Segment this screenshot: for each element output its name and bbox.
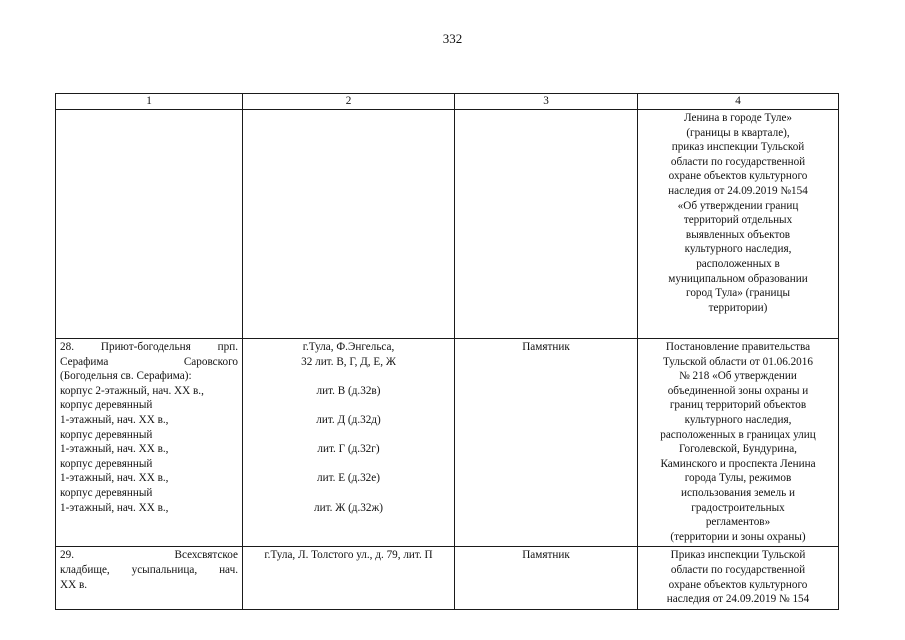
text-line: охране объектов культурного [668,578,808,591]
cell-address [243,110,455,339]
text-line: градостроительных [691,501,785,514]
text-word: 28. [60,341,74,353]
cell-object-name [56,547,243,609]
text-line: территорий отдельных [683,214,793,227]
text-line: культурного наследия, [684,243,792,256]
text-line: (территории и зоны охраны) [670,530,806,543]
text-line: лит. Д (д.32д) [316,413,381,426]
text-line: № 218 «Об утверждении [679,370,797,383]
text-line [247,369,450,384]
document-text [642,548,834,606]
cell-document [638,547,839,609]
text-line: города Тулы, режимов [684,472,792,485]
table-row-continuation [56,110,839,339]
text-line: лит. Е (д.32е) [317,472,380,485]
text-line: корпус деревянный [60,457,153,470]
cell-object-name [56,339,243,547]
table-row-29 [56,547,839,609]
text-line: области по государственной [670,155,806,168]
table-row-28 [56,339,839,547]
text-line: г.Тула, Ф.Энгельса, [302,341,395,353]
text-line: 1-этажный, нач. XX в., [60,501,169,514]
text-line: выявленных объектов [685,228,791,241]
text-line: границ территорий объектов [669,399,807,412]
text-word: Приют-богодельня [100,341,191,353]
text-line: лит. Г (д.32г) [317,443,380,456]
text-line [247,457,450,472]
text-line [247,486,450,501]
text-line: (Богодельня св. Серафима): [60,370,192,383]
object-name-line [60,548,238,563]
cell-category: Памятник [455,547,638,609]
object-name-line [60,340,238,355]
text-word: Саровского [183,355,238,368]
object-name-line [60,355,238,370]
cell-category: Памятник [455,339,638,547]
column-header-1: 1 [56,94,243,110]
text-line: расположенных в [696,257,780,270]
text-word: усыпальница, [131,563,198,576]
column-header-2: 2 [243,94,455,110]
text-line: город Тула» (границы [686,287,790,300]
text-line: Приказ инспекции Тульской [670,549,806,562]
object-name-line [60,563,238,578]
text-line: Постановление правительства [665,341,811,353]
text-word: прп. [217,341,238,353]
text-line: 1-этажный, нач. XX в., [60,472,169,485]
text-line: корпус деревянный [60,486,153,499]
text-word: кладбище, [60,563,110,576]
text-line: 1-этажный, нач. XX в., [60,443,169,456]
column-header-4: 4 [638,94,839,110]
cell-address: г.Тула, Л. Толстого ул., д. 79, лит. П [243,547,455,609]
table-header-row [56,94,839,110]
text-line: корпус 2-этажный, нач. XX в., [60,384,204,397]
text-line: расположенных в границах улиц [660,428,816,441]
cell-document [638,339,839,547]
text-line: приказ инспекции Тульской [671,141,805,154]
text-word: нач. [219,563,238,576]
text-line: объединенной зоны охраны и [667,384,809,397]
text-line: корпус деревянный [60,399,153,412]
text-line: использования земель и [681,486,795,499]
text-line: лит. В (д.32в) [316,384,381,397]
text-word: Всехсвятское [174,549,238,562]
text-line: корпус деревянный [60,428,153,441]
document-text [642,340,834,544]
column-header-3: 3 [455,94,638,110]
cell-category [455,110,638,339]
text-line: «Об утверждении границ [677,199,799,212]
text-line: муниципальном образовании [668,272,808,285]
text-line [247,398,450,413]
text-line: наследия от 24.09.2019 №154 [668,184,808,197]
object-name-text [60,369,238,515]
text-word: 29. [60,549,74,562]
page-number: 332 [442,31,463,46]
text-line: 32 лит. В, Г, Д, Е, Ж [301,355,396,368]
text-line: (границы в квартале), [686,126,790,139]
text-line: охране объектов культурного [668,170,808,183]
text-line: области по государственной [670,563,806,576]
cell-object-name [56,110,243,339]
text-line: территории) [708,301,768,314]
text-line: Каминского и проспекта Ленина [660,457,816,470]
cell-address [243,339,455,547]
text-line: наследия от 24.09.2019 № 154 [666,593,810,606]
document-text [642,111,834,315]
cell-document [638,110,839,339]
text-word: Серафима [60,355,109,368]
heritage-table [55,93,839,610]
text-line: XX в. [60,578,88,591]
text-line: 1-этажный, нач. XX в., [60,413,169,426]
text-line: регламентов» [705,516,771,529]
object-name-text [60,578,238,593]
text-line [247,428,450,443]
text-line: лит. Ж (д.32ж) [314,501,383,514]
text-line: Ленина в городе Туле» [683,112,793,124]
text-line: культурного наследия, [684,413,792,426]
address-text [247,340,450,515]
text-line: Гоголевской, Бундурина, [679,443,797,456]
text-line: Тульской области от 01.06.2016 [663,355,813,368]
